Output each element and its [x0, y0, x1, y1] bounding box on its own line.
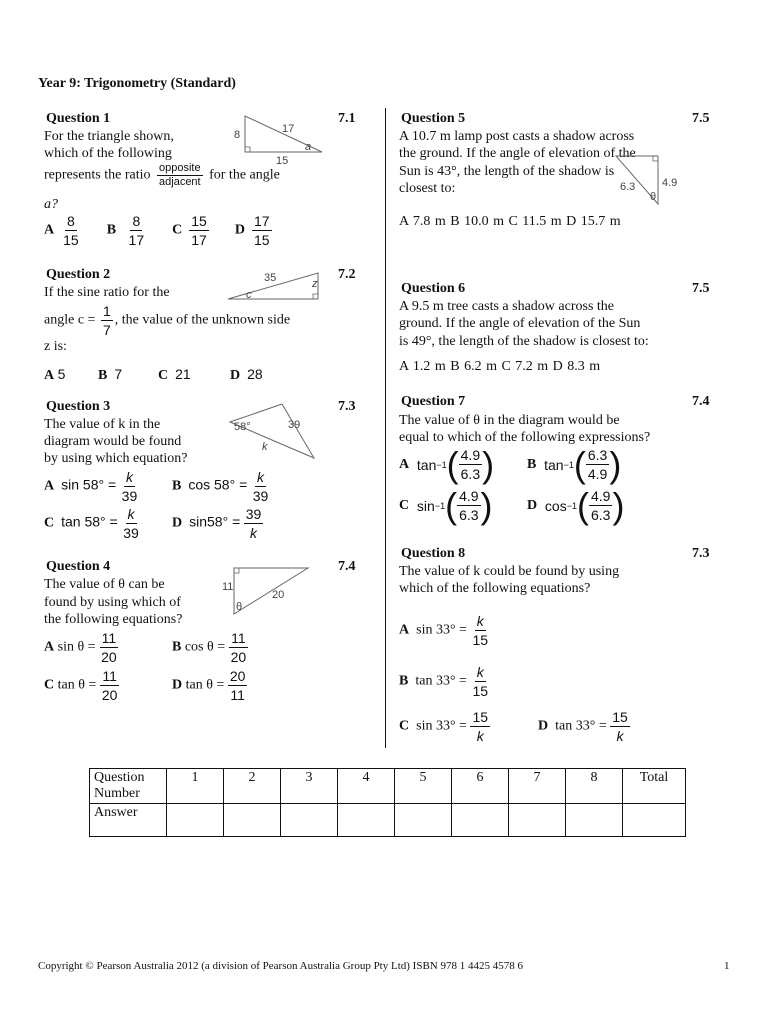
q4-heading: Question 4	[46, 559, 111, 574]
q3-line1: The value of k in the	[44, 417, 161, 432]
table-col-header: 6	[452, 769, 509, 804]
q7-line2: equal to which of the following expressions?	[399, 430, 651, 445]
q4-ref: 7.4	[338, 559, 356, 574]
q3-line2: diagram would be found	[44, 434, 182, 449]
q4-option-b[interactable]: B cos θ = $\frac{11}{20}$	[172, 630, 247, 665]
q5-options[interactable]: A 7.8 m B 10.0 m C 11.5 m D 15.7 m	[399, 214, 621, 229]
q2-triangle-diagram	[220, 265, 330, 305]
q2-option-b[interactable]: B 7	[98, 366, 123, 383]
q4-line1: The value of θ can be	[44, 577, 165, 592]
table-row	[90, 804, 686, 837]
table-col-header: 2	[224, 769, 281, 804]
answer-cell-3[interactable]	[281, 804, 338, 837]
q1-triangle-diagram	[230, 110, 330, 167]
q3-option-d[interactable]: D sin58° = $\frac{39}{k}$	[172, 506, 262, 541]
table-col-header: 7	[509, 769, 566, 804]
q8-line2: which of the following equations?	[399, 581, 591, 596]
q2-option-c[interactable]: C 21	[158, 366, 191, 383]
answer-table	[89, 768, 686, 837]
q8-option-a[interactable]: A sin 33° = $\frac{k}{15}$	[399, 613, 489, 648]
q3-option-c[interactable]: C tan 58° = $\frac{k}{39}$	[44, 506, 139, 541]
table-header-answer: Answer	[90, 804, 167, 837]
table-row	[90, 769, 686, 804]
q2-line1: If the sine ratio for the	[44, 285, 170, 300]
q4-tri-hyp-label: 20	[272, 589, 285, 601]
q8-option-c[interactable]: C sin 33° = $\frac{15}{k}$	[399, 709, 489, 744]
q5-line1: A 10.7 m lamp post casts a shadow across	[399, 129, 635, 144]
q2-line2: angle c = $\frac{1}{7}$ , the value of the unknown side	[44, 303, 291, 338]
q2-ref: 7.2	[338, 267, 356, 282]
table-col-header: 1	[167, 769, 224, 804]
q7-option-d[interactable]: D cos −1 ( $\frac{4.9}{6.3}$ )	[527, 484, 625, 526]
q7-heading: Question 7	[401, 394, 466, 409]
q6-heading: Question 6	[401, 281, 466, 296]
q4-triangle-diagram	[218, 564, 314, 620]
q1-ratio-fraction: $\frac{\text{opposite}}{\text{adjacent}}$	[159, 162, 201, 188]
q3-option-a[interactable]: A sin 58° = $\frac{k}{39}$	[44, 469, 138, 504]
table-col-header: 8	[566, 769, 623, 804]
q1-option-a[interactable]: A $\frac{8}{15}$	[44, 213, 79, 248]
q2-option-d[interactable]: D 28	[230, 366, 263, 383]
q4-tri-side-label: 11	[222, 581, 234, 593]
table-col-header: 5	[395, 769, 452, 804]
q2-option-a[interactable]: A 5	[44, 366, 66, 383]
q2-options	[44, 366, 263, 384]
q6-line2: ground. If the angle of elevation of the Sun	[399, 316, 641, 331]
q1-tri-base-label: 15	[276, 155, 289, 167]
q4-option-a[interactable]: A sin θ = $\frac{11}{20}$	[44, 630, 117, 665]
q7-line1: The value of θ in the diagram would be	[399, 413, 620, 428]
q1-option-c[interactable]: C $\frac{15}{17}$	[172, 213, 207, 248]
q3-heading: Question 3	[46, 399, 111, 414]
q1-option-b[interactable]: B $\frac{8}{17}$	[106, 213, 145, 248]
q3-tri-angle-label: 58°	[234, 421, 251, 433]
page-number: 1	[724, 960, 730, 972]
q4-tri-angle-label: θ	[236, 601, 243, 613]
q5-ref: 7.5	[692, 111, 710, 126]
q6-options[interactable]: A 1.2 m B 6.2 m C 7.2 m D 8.3 m	[399, 359, 601, 374]
q5-tri-angle-label: θ	[650, 191, 657, 203]
answer-cell-total[interactable]	[623, 804, 686, 837]
answer-cell-4[interactable]	[338, 804, 395, 837]
q7-option-b[interactable]: B tan −1 ( $\frac{6.3}{4.9}$ )	[527, 443, 622, 485]
q7-option-c[interactable]: C sin −1 ( $\frac{4.9}{6.3}$ )	[399, 484, 493, 526]
q5-tri-side-b-label: 4.9	[662, 177, 678, 189]
table-col-header-total: Total	[623, 769, 686, 804]
q6-line3: is 49°, the length of the shadow is closest to:	[399, 334, 649, 349]
q2-tri-angle-label: c	[246, 289, 252, 301]
q1-tri-angle-label: a	[305, 141, 312, 153]
q1-tri-side-label: 8	[234, 129, 241, 141]
copyright-footer: Copyright © Pearson Australia 2012 (a division of Pearson Australia Group Pty Ltd) ISBN 978 1 4425 4578 6	[38, 960, 523, 972]
page-title: Year 9: Trigonometry (Standard)	[38, 76, 236, 91]
q1-line4: a?	[44, 197, 58, 212]
q2-heading: Question 2	[46, 267, 111, 282]
table-header-question-number: Question Number	[90, 769, 167, 804]
q4-line2: found by using which of	[44, 595, 181, 610]
q1-heading: Question 1	[46, 111, 111, 126]
q7-ref: 7.4	[692, 394, 710, 409]
q5-line2: the ground. If the angle of elevation of the	[399, 146, 636, 161]
answer-cell-8[interactable]	[566, 804, 623, 837]
q3-tri-hyp-label: 39	[288, 419, 301, 431]
answer-cell-6[interactable]	[452, 804, 509, 837]
q6-line1: A 9.5 m tree casts a shadow across the	[399, 299, 614, 314]
q4-line3: the following equations?	[44, 612, 183, 627]
table-col-header: 3	[281, 769, 338, 804]
q2-ratio-fraction: $\frac{1}{7}$	[102, 303, 111, 338]
q8-option-b[interactable]: B tan 33° = $\frac{k}{15}$	[399, 664, 489, 699]
q1-option-d[interactable]: D $\frac{17}{15}$	[234, 213, 270, 248]
q5-line3: Sun is 43°, the length of the shadow is	[399, 164, 615, 179]
q1-ref: 7.1	[338, 111, 356, 126]
q5-tri-side-a-label: 6.3	[620, 181, 636, 193]
q1-line1: For the triangle shown,	[44, 129, 174, 144]
q3-ref: 7.3	[338, 399, 356, 414]
q8-option-d[interactable]: D tan 33° = $\frac{15}{k}$	[538, 709, 628, 744]
answer-cell-5[interactable]	[395, 804, 452, 837]
answer-cell-7[interactable]	[509, 804, 566, 837]
q1-line3: represents the ratio $\frac{\text{opposite}}{\text{adjacent}}$ for the angle	[44, 162, 280, 188]
q4-option-c[interactable]: C tan θ = $\frac{11}{20}$	[44, 668, 118, 703]
q3-option-b[interactable]: B cos 58° = $\frac{k}{39}$	[172, 469, 269, 504]
q5-triangle-diagram	[612, 150, 684, 210]
q2-tri-hyp-label: 35	[264, 272, 277, 284]
q1-line2: which of the following	[44, 146, 172, 161]
q4-option-d[interactable]: D tan θ = $\frac{20}{11}$	[172, 668, 246, 703]
answer-cell-2[interactable]	[224, 804, 281, 837]
answer-cell-1[interactable]	[167, 804, 224, 837]
q3-tri-side-label: k	[262, 441, 268, 453]
q8-line1: The value of k could be found by using	[399, 564, 620, 579]
q3-line3: by using which equation?	[44, 451, 188, 466]
column-divider	[385, 108, 386, 748]
q8-heading: Question 8	[401, 546, 466, 561]
q5-heading: Question 5	[401, 111, 466, 126]
q2-tri-side-label: z	[312, 278, 318, 290]
table-col-header: 4	[338, 769, 395, 804]
q6-ref: 7.5	[692, 281, 710, 296]
q3-triangle-diagram	[222, 400, 322, 464]
q7-option-a[interactable]: A tan −1 ( $\frac{4.9}{6.3}$ )	[399, 443, 495, 485]
q5-line4: closest to:	[399, 181, 456, 196]
q2-line3: z is:	[44, 339, 67, 354]
q8-ref: 7.3	[692, 546, 710, 561]
q1-tri-hyp-label: 17	[282, 123, 295, 135]
q1-options	[44, 212, 272, 249]
